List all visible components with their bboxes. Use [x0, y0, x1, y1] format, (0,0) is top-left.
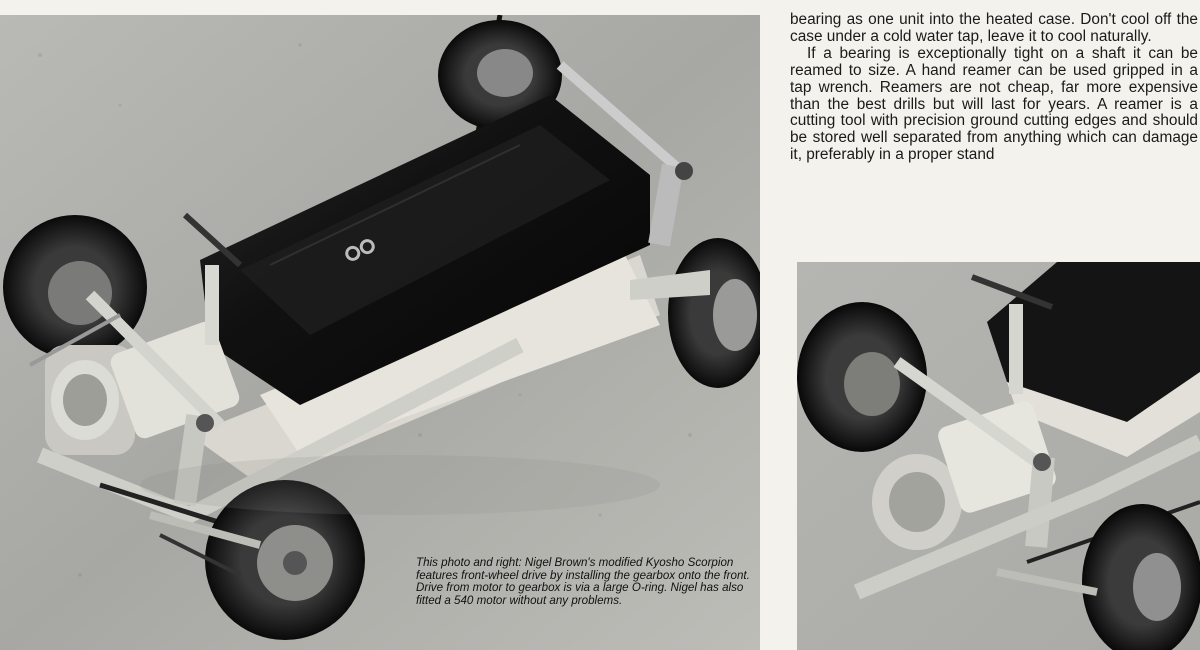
article-paragraph: If a bearing is exceptionally tight on a shaft it can be reamed to size. A hand reamer can be used gripped in a tap wrench. Reamers are not cheap, far more expensive than the best drills but will last for years. A reamer is a cutting tool with precision ground cutting edges and should be stored well separated from anything which can damage it, preferably in a proper stand	[790, 44, 1198, 164]
detail-car-photo	[797, 262, 1200, 650]
article-paragraph: bearing as one unit into the heated case. Don't cool off the case under a cold water tap, leave it to cool naturally.	[790, 11, 1198, 45]
article-text-column	[790, 12, 1198, 164]
main-car-photo	[0, 15, 760, 650]
photo-caption: This photo and right: Nigel Brown's modified Kyosho Scorpion features front-wheel drive by installing the gearbox onto the front. Drive from motor to gearbox is via a large O-ring. Nigel has also fitted a 540 motor without any problems.	[416, 556, 750, 608]
